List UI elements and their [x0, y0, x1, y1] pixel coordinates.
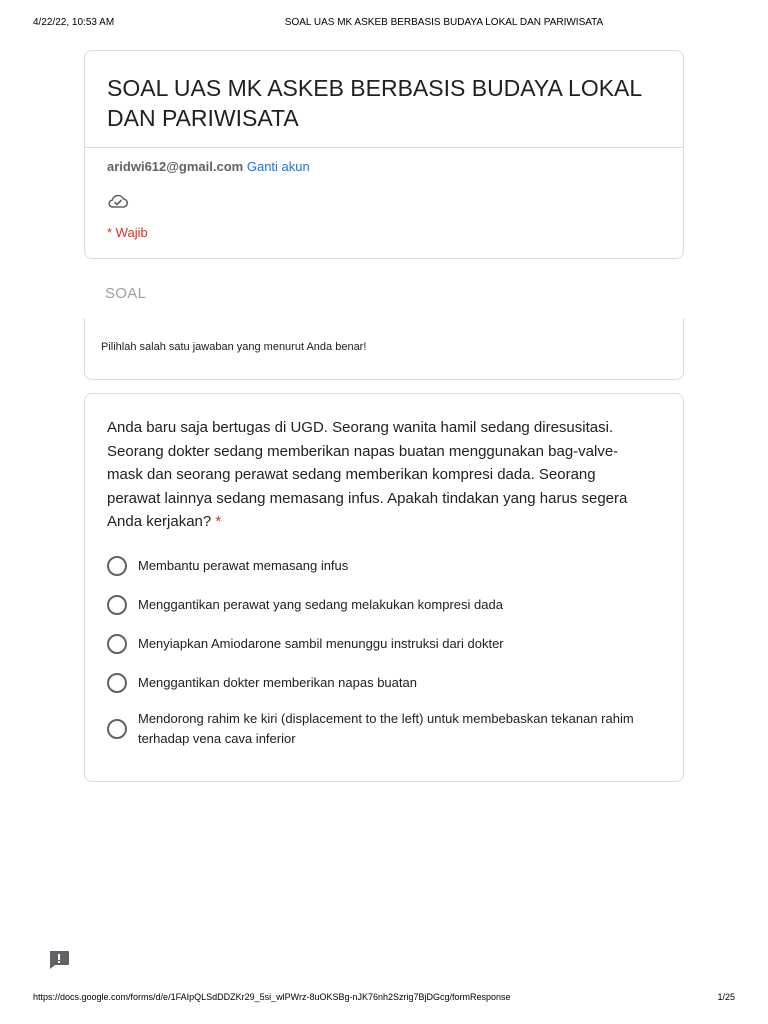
required-note: * Wajib: [107, 225, 148, 240]
page-number: 1/25: [717, 992, 735, 1002]
radio-button[interactable]: [107, 556, 127, 576]
section-heading: SOAL: [105, 285, 147, 302]
report-feedback-icon[interactable]: [48, 950, 70, 970]
answer-option-label: Menggantikan perawat yang sedang melakukan kompresi dada: [138, 597, 503, 612]
section-description-card: [84, 318, 684, 380]
answer-option-label: Menyiapkan Amiodarone sambil menunggu instruksi dari dokter: [138, 636, 504, 651]
section-description: Pilihlah salah satu jawaban yang menurut Anda benar!: [101, 341, 367, 353]
answer-option[interactable]: [107, 709, 647, 749]
answer-option[interactable]: [107, 673, 647, 693]
cloud-save-icon: [107, 192, 129, 210]
question-text: [107, 416, 647, 534]
answer-option[interactable]: [107, 556, 647, 576]
answer-option[interactable]: [107, 595, 647, 615]
radio-button[interactable]: [107, 634, 127, 654]
answer-option-label: Mendorong rahim ke kiri (displacement to the left) untuk membebaskan tekanan rahim terhadap vena cava inferior: [138, 711, 634, 746]
required-asterisk: *: [215, 513, 222, 530]
question-card: [84, 393, 684, 782]
print-title: SOAL UAS MK ASKEB BERBASIS BUDAYA LOKAL DAN PARIWISATA: [284, 17, 604, 28]
print-header: [0, 17, 768, 31]
page-url: https://docs.google.com/forms/d/e/1FAIpQLSdDDZKr29_5si_wlPWrz-8uOKSBg-nJK76nh2Szrig7BjDGcg/formResponse: [33, 992, 511, 1002]
header-divider: [85, 147, 683, 148]
answer-option[interactable]: [107, 634, 647, 654]
print-date: 4/22/22, 10:53 AM: [33, 17, 115, 28]
form-title: SOAL UAS MK ASKEB BERBASIS BUDAYA LOKAL DAN PARIWISATA: [107, 75, 642, 131]
account-info: [107, 159, 310, 174]
answer-option-label: Menggantikan dokter memberikan napas buatan: [138, 675, 417, 690]
answer-option-label: Membantu perawat memasang infus: [138, 558, 349, 573]
question-body: Anda baru saja bertugas di UGD. Seorang wanita hamil sedang diresusitasi. Seorang dokter sedang memberikan napas buatan menggunakan bag-valve-mask dan seorang perawat sedang memberikan kompresi dada. Seorang perawat lainnya sedang memasang infus. Apakah tindakan yang harus segera Anda kerjakan?: [107, 419, 628, 530]
radio-button[interactable]: [107, 595, 127, 615]
radio-button[interactable]: [107, 719, 127, 739]
account-email: aridwi612@gmail.com: [107, 159, 244, 174]
switch-account-link[interactable]: Ganti akun: [246, 159, 310, 174]
form-header-card: [84, 50, 684, 259]
radio-button[interactable]: [107, 673, 127, 693]
